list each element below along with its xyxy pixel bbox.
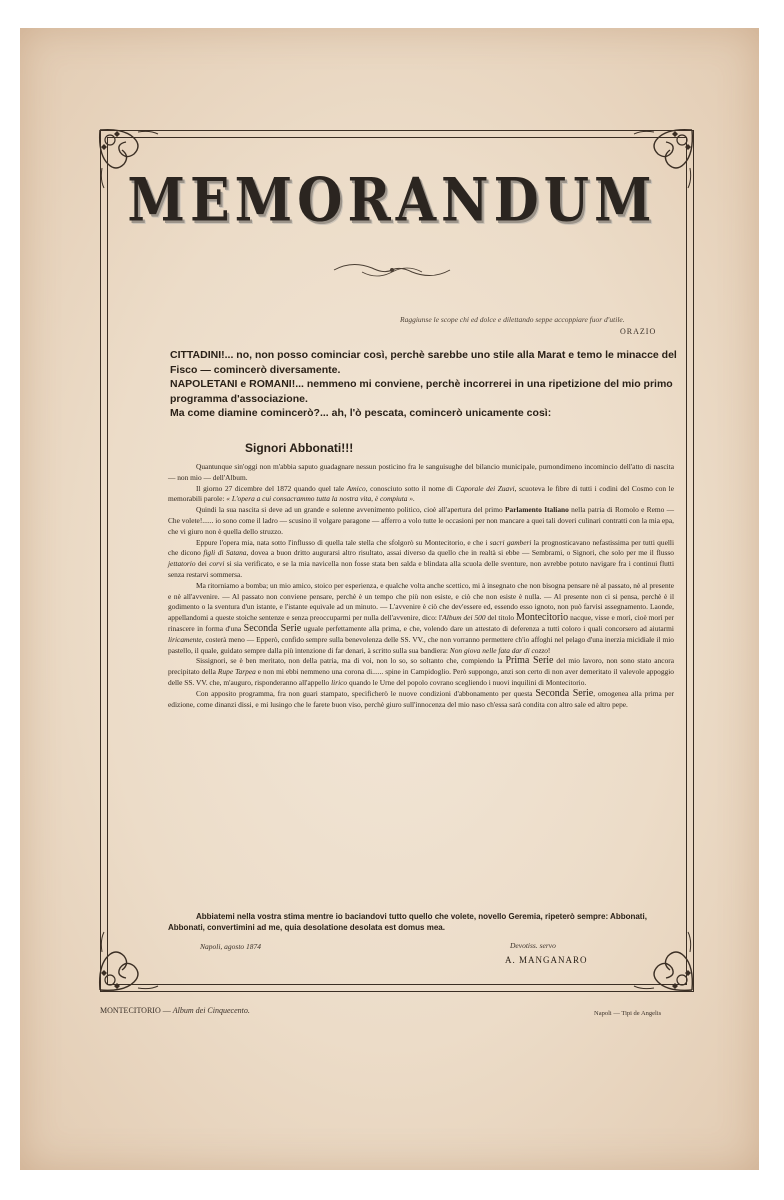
place-date: Napoli, agosto 1874 (200, 942, 262, 951)
intro-line-citizens: CITTADINI!... no, non posso cominciar così, perchè sarebbe uno stile alla Marat e temo le minacce del Fisco — comincerò diversamente. (170, 349, 677, 376)
paragraph-2: Il giorno 27 dicembre del 1872 quando quel tale Amico, conosciuto sotto il nome di Caporale dei Zuavi, scuoteva le fibre di tutti i codini del Cosmo con le memorabili parole: « L'opera a cui consacrammo tutta la nostra vita, è compiuta ». (168, 483, 675, 504)
corner-ornament-bottom-right (628, 926, 698, 996)
footer-printer: Napoli — Tipi de Angelis (594, 1010, 662, 1017)
closing-paragraph: Abbiatemi nella vostra stima mentre io baciandovi tutto quello che volete, novello Geremia, ripeterò sempre: Abbonati, Abbonati, convertimini ad me, quia desolatione desolata est domus mea. (168, 912, 647, 932)
paragraph-5: Ma ritorniamo a bomba; un mio amico, stoico per esperienza, e qualche volta anche scettico, mi à insegnato che non bisogna pensare nè al passato, nè al presente e nè all'avvenire. — Al passato non conviene pensare, perchè è un tempo che più non esiste, e ciò che non esiste è nulla. — Al presente non ci si pensa, perchè è il godimento o la sventura d'un istante, e l'istante equivale ad un minuto. — L'avvenire è ciò che dev'essere ed, essendo esso ignoto, non può farvisi assegnamento. Laonde, appellandomi a queste stoiche sentenze e senza preoccuparmi per nulla dell'avvenire, dico: l'Album dei 500 del titolo Montecitorio nacque, visse e morì, cioè morì per rinascere in forma d'una Seconda Serie uguale perfettamente alla prima, e che, volendo dare un attestato di deferenza a tutti coloro i quali concorsero ad aiutarmi liricamente, costerà meno — Epperò, confido sempre sulla benevolenza delle SS. VV., che non vorranno permettere ch'io affoghi nel pelago d'una inerzia micidiale il mio pastello, il quale, guidato sempre dalla più intenzione di far denari, à scritto sulla sua bandiera: Non giova nelle fata dar di cozzo! (168, 580, 674, 655)
title-flourish (332, 258, 452, 282)
paragraph-1: Quantunque sin'oggi non m'abbia saputo guadagnare nessun posticino fra le sanguisughe del bilancio municipale, purnondimeno incomincio dell'atto di nascita — non mio — dell'Album. (168, 462, 674, 482)
paragraph-7: Con apposito programma, fra non guari stampato, specificherò le nuove condizioni d'abbonamento per questa Seconda Serie, omogenea alla prima per edizione, come dinanzi dissi, e mi lusingo che le farete buon viso, perchè giuro sull'innocenza del mio naso ch'essa sarà condita con altro sale ed altro pepe. (168, 687, 675, 709)
footer-publication: MONTECITORIO — Album dei Cinquecento. (100, 1006, 250, 1015)
corner-ornament-bottom-left (94, 926, 164, 996)
epigraph-quote: Raggiunse le scope chi ed dolce e dilettando seppe accoppiare fuor d'utile. (400, 315, 625, 324)
paragraph-4: Eppure l'opera mia, nata sotto l'influsso di quella tale stella che sfolgorò su Montecitorio, e che i sacri gamberi la prognosticavano nefastissima per tutti quelli che dicono figli di Satana, dovea a buon dritto augurarsi altro risultato, assai diverso da quello che in realtà si ebbe — Sembrami, o Signori, che solo per me il flusso jettatorio dei corvi si sia verificato, e se la mia navicella non fosse stata ben salda e blindata alla scuola delle sventure, non avrebbe potuto navigare fra i continui flutti senza restarvi sommersa. (168, 537, 675, 579)
body-text (168, 462, 674, 710)
intro-line-how-to-begin: Ma come diamine comincerò?... ah, l'ò pescata, comincerò unicamente così: (170, 407, 552, 419)
epigraph-author: ORAZIO (620, 327, 657, 336)
paragraph-3: Quindi la sua nascita si deve ad un grande e solenne avvenimento politico, cioè all'apertura del primo Parlamento Italiano nella patria di Romolo e Remo — Che volete!...... io sono come il ladro — scusino il volgare paragone — afferro a volo tutte le occasioni per non mancare a quei tali doveri culinari contratti con la mia epa, che vi giuro non è quella dello struzzo. (168, 505, 675, 536)
signature-label: Devotiss. servo (510, 941, 556, 950)
signature-name: A. MANGANARO (505, 955, 588, 965)
paragraph-6: Sissignori, se è ben meritato, non della patria, ma di voi, non lo so, so soltanto che, compiendo la Prima Serie del mio lavoro, non sono stato ancora precipitato della Rupe Tarpea e non mi ebbi nemmeno una corona di...... spine in Campidoglio. Però suppongo, anzi son certo di non aver demeritato il valevole appoggio delle SS. VV. che, m'auguro, risponderanno all'appello lirico quando le Urne del popolo covrano scegliendo i nuovi inquilini di Montecitorio. (168, 655, 674, 687)
intro-block (170, 348, 685, 421)
salutation: Signori Abbonati!!! (245, 441, 354, 455)
intro-line-napoletani: NAPOLETANI e ROMANI!... nemmeno mi conviene, perchè incorrerei in una ripetizione del mio primo programma d'associazione. (170, 378, 673, 405)
document-title: MEMORANDUM (127, 165, 657, 236)
